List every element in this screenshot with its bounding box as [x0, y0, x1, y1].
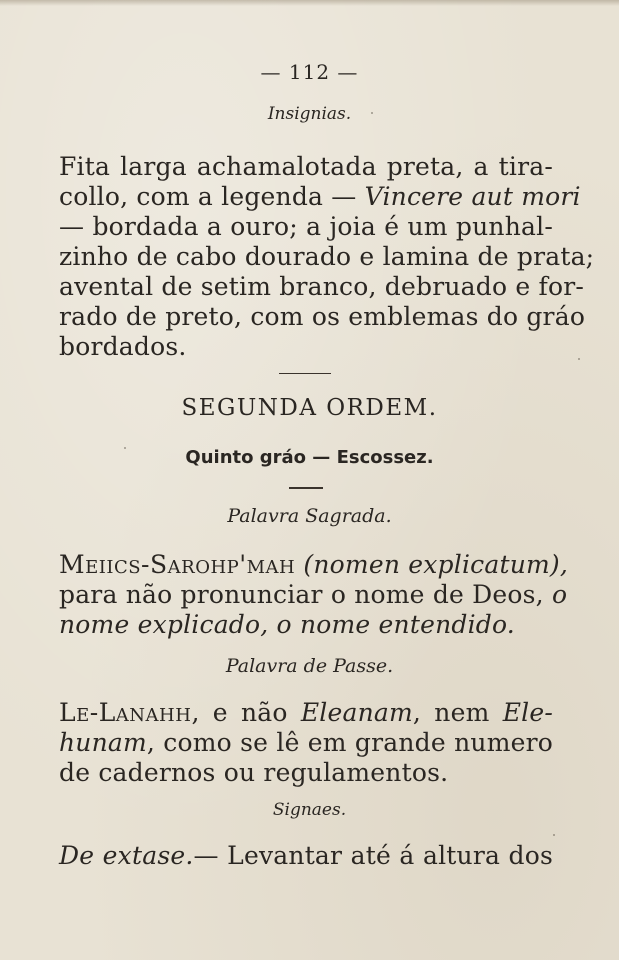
signaes-paragraph [59, 841, 553, 871]
text-line [59, 841, 553, 871]
running-head: Insignias. [267, 104, 352, 124]
degree-divider-rule [289, 487, 323, 489]
ink-speck [124, 447, 126, 449]
palavra-sagrada-caption: Palavra Sagrada. [227, 505, 392, 527]
palavra-passe-caption: Palavra de Passe. [225, 655, 394, 677]
text-run: bordados. [59, 332, 187, 361]
text-line [59, 610, 553, 640]
section-title: SEGUNDA ORDEM. [181, 395, 438, 421]
text-run: , nem [412, 698, 503, 727]
text-line [59, 272, 584, 302]
text-run: collo, com a legenda — [59, 182, 365, 211]
text-run: — bordada a ouro; a joia é um punhal- [59, 212, 553, 241]
italic-text: Ele- [502, 698, 553, 727]
text-run: zinho de cabo dourado e lamina de prata; [59, 242, 595, 271]
page-number: — 112 — [260, 60, 359, 84]
text-run: — Levantar até á altura dos [193, 841, 554, 870]
text-run: , e não [191, 698, 301, 727]
text-run: para não pronunciar o nome de Deos, [59, 580, 552, 609]
text-line [59, 242, 595, 272]
text-run: Fita larga achamalotada preta, a tira- [59, 152, 553, 181]
italic-text: Vincere aut mori [364, 182, 581, 211]
small-caps-word: Meiics-Sarohp'mah [59, 550, 296, 579]
text-run: avental de setim branco, debruado e for- [59, 272, 584, 301]
degree-title: Quinto gráo — Escossez. [185, 447, 434, 468]
text-run: , como se lê em grande numero [146, 728, 553, 757]
ink-speck [578, 358, 580, 360]
italic-text: Eleanam [300, 698, 413, 727]
text-line [59, 758, 553, 788]
text-line [59, 152, 553, 182]
small-caps-word: Le-Lanahh [59, 698, 192, 727]
page-edge-shadow [0, 0, 619, 6]
signaes-caption: Signaes. [272, 800, 347, 820]
text-run: de cadernos ou regulamentos. [59, 758, 449, 787]
text-line [59, 728, 553, 758]
italic-text: De extase. [59, 841, 194, 870]
text-line [59, 212, 553, 242]
italic-text: o [551, 580, 568, 609]
italic-text: hunam [59, 728, 147, 757]
text-run: rado de preto, com os emblemas do gráo [59, 302, 586, 331]
text-line [59, 550, 569, 580]
italic-text: (nomen explicatum), [295, 550, 569, 579]
text-line [59, 332, 553, 362]
ink-speck [553, 834, 555, 836]
ink-speck [371, 112, 373, 114]
italic-text: nome explicado, o nome entendido. [59, 610, 515, 639]
text-line [59, 302, 586, 332]
text-line [59, 182, 581, 212]
text-line [59, 698, 553, 728]
section-divider-rule [279, 373, 331, 374]
palavra-sagrada-paragraph [59, 550, 569, 640]
insignias-paragraph [59, 152, 595, 362]
text-line [59, 580, 568, 610]
palavra-passe-paragraph [59, 698, 553, 788]
